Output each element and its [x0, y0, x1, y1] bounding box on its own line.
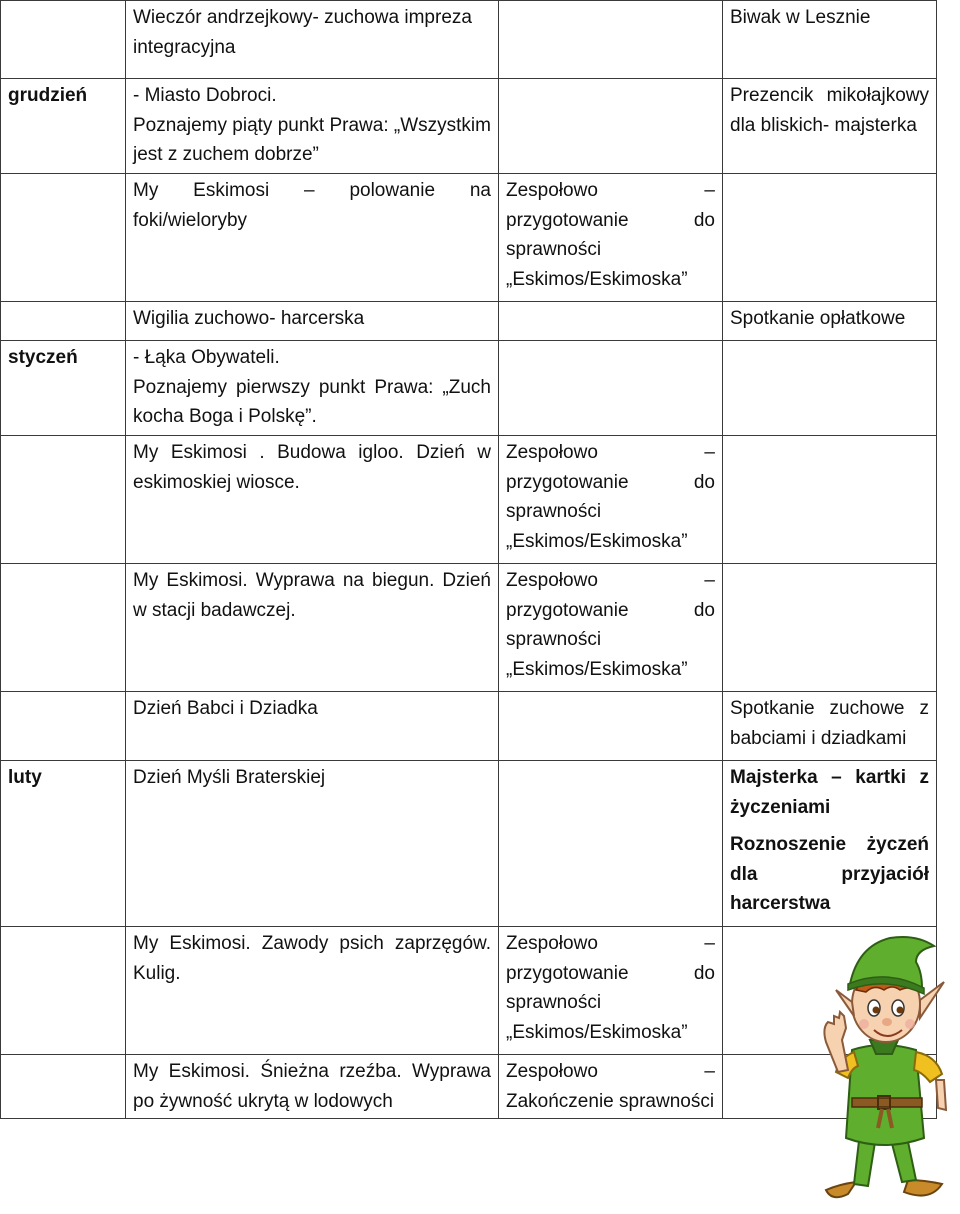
month-cell: grudzień — [1, 79, 126, 174]
month-cell — [1, 436, 126, 564]
activity-cell — [126, 79, 499, 174]
activity-line: Poznajemy piąty punkt Prawa: „Wszystkim jest z zuchem dobrze” — [133, 114, 491, 165]
badge-cell — [499, 761, 723, 927]
table-row — [1, 436, 937, 564]
table-row — [1, 1, 937, 79]
table-row — [1, 692, 937, 761]
table-row — [1, 927, 937, 1055]
month-cell — [1, 1055, 126, 1119]
elf-scout-mascot-icon — [812, 932, 960, 1214]
badge-cell — [499, 79, 723, 174]
badge-cell: Zespołowo – przygotowanie do sprawności „Eskimos/Eskimoska” — [499, 927, 723, 1055]
badge-cell — [499, 1, 723, 79]
month-cell — [1, 564, 126, 692]
activity-cell — [126, 341, 499, 436]
month-cell — [1, 174, 126, 302]
other-cell — [723, 761, 937, 927]
badge-cell: Zespołowo – przygotowanie do sprawności „Eskimos/Eskimoska” — [499, 564, 723, 692]
activity-cell: Wigilia zuchowo- harcerska — [126, 302, 499, 341]
badge-cell — [499, 692, 723, 761]
other-cell — [723, 436, 937, 564]
other-cell: Prezencik mikołajkowy dla bliskich- majsterka — [723, 79, 937, 174]
table-row — [1, 79, 937, 174]
activity-cell: Wieczór andrzejkowy- zuchowa impreza integracyjna — [126, 1, 499, 79]
other-cell: Spotkanie opłatkowe — [723, 302, 937, 341]
activity-cell: My Eskimosi . Budowa igloo. Dzień w eskimoskiej wiosce. — [126, 436, 499, 564]
badge-cell: Zespołowo – Zakończenie sprawności — [499, 1055, 723, 1119]
month-cell: luty — [1, 761, 126, 927]
month-cell — [1, 927, 126, 1055]
activity-cell: My Eskimosi. Śnieżna rzeźba. Wyprawa po żywność ukrytą w lodowych — [126, 1055, 499, 1119]
table-row — [1, 341, 937, 436]
table-row — [1, 1055, 937, 1119]
other-cell — [723, 174, 937, 302]
activity-cell: My Eskimosi – polowanie na foki/wieloryby — [126, 174, 499, 302]
other-cell: Biwak w Lesznie — [723, 1, 937, 79]
activity-line: Poznajemy pierwszy punkt Prawa: „Zuch kocha Boga i Polskę”. — [133, 376, 491, 427]
badge-cell — [499, 341, 723, 436]
table-row — [1, 564, 937, 692]
badge-cell — [499, 302, 723, 341]
month-cell — [1, 302, 126, 341]
other-line: Roznoszenie życzeń dla przyjaciół harcerstwa — [730, 834, 929, 914]
month-cell: styczeń — [1, 341, 126, 436]
month-cell — [1, 1, 126, 79]
other-cell: Spotkanie zuchowe z babciami i dziadkami — [723, 692, 937, 761]
other-cell — [723, 341, 937, 436]
table-row — [1, 761, 937, 927]
activity-cell: My Eskimosi. Zawody psich zaprzęgów. Kulig. — [126, 927, 499, 1055]
other-line: Majsterka – kartki z życzeniami — [730, 767, 929, 818]
badge-cell: Zespołowo – przygotowanie do sprawności „Eskimos/Eskimoska” — [499, 436, 723, 564]
activity-cell: Dzień Myśli Braterskiej — [126, 761, 499, 927]
activity-line: - Miasto Dobroci. — [133, 85, 277, 106]
activity-line: - Łąka Obywateli. — [133, 347, 280, 368]
activity-cell: My Eskimosi. Wyprawa na biegun. Dzień w stacji badawczej. — [126, 564, 499, 692]
table-row — [1, 302, 937, 341]
badge-cell: Zespołowo – przygotowanie do sprawności „Eskimos/Eskimoska” — [499, 174, 723, 302]
table-row — [1, 174, 937, 302]
activity-cell: Dzień Babci i Dziadka — [126, 692, 499, 761]
other-cell — [723, 564, 937, 692]
month-cell — [1, 692, 126, 761]
